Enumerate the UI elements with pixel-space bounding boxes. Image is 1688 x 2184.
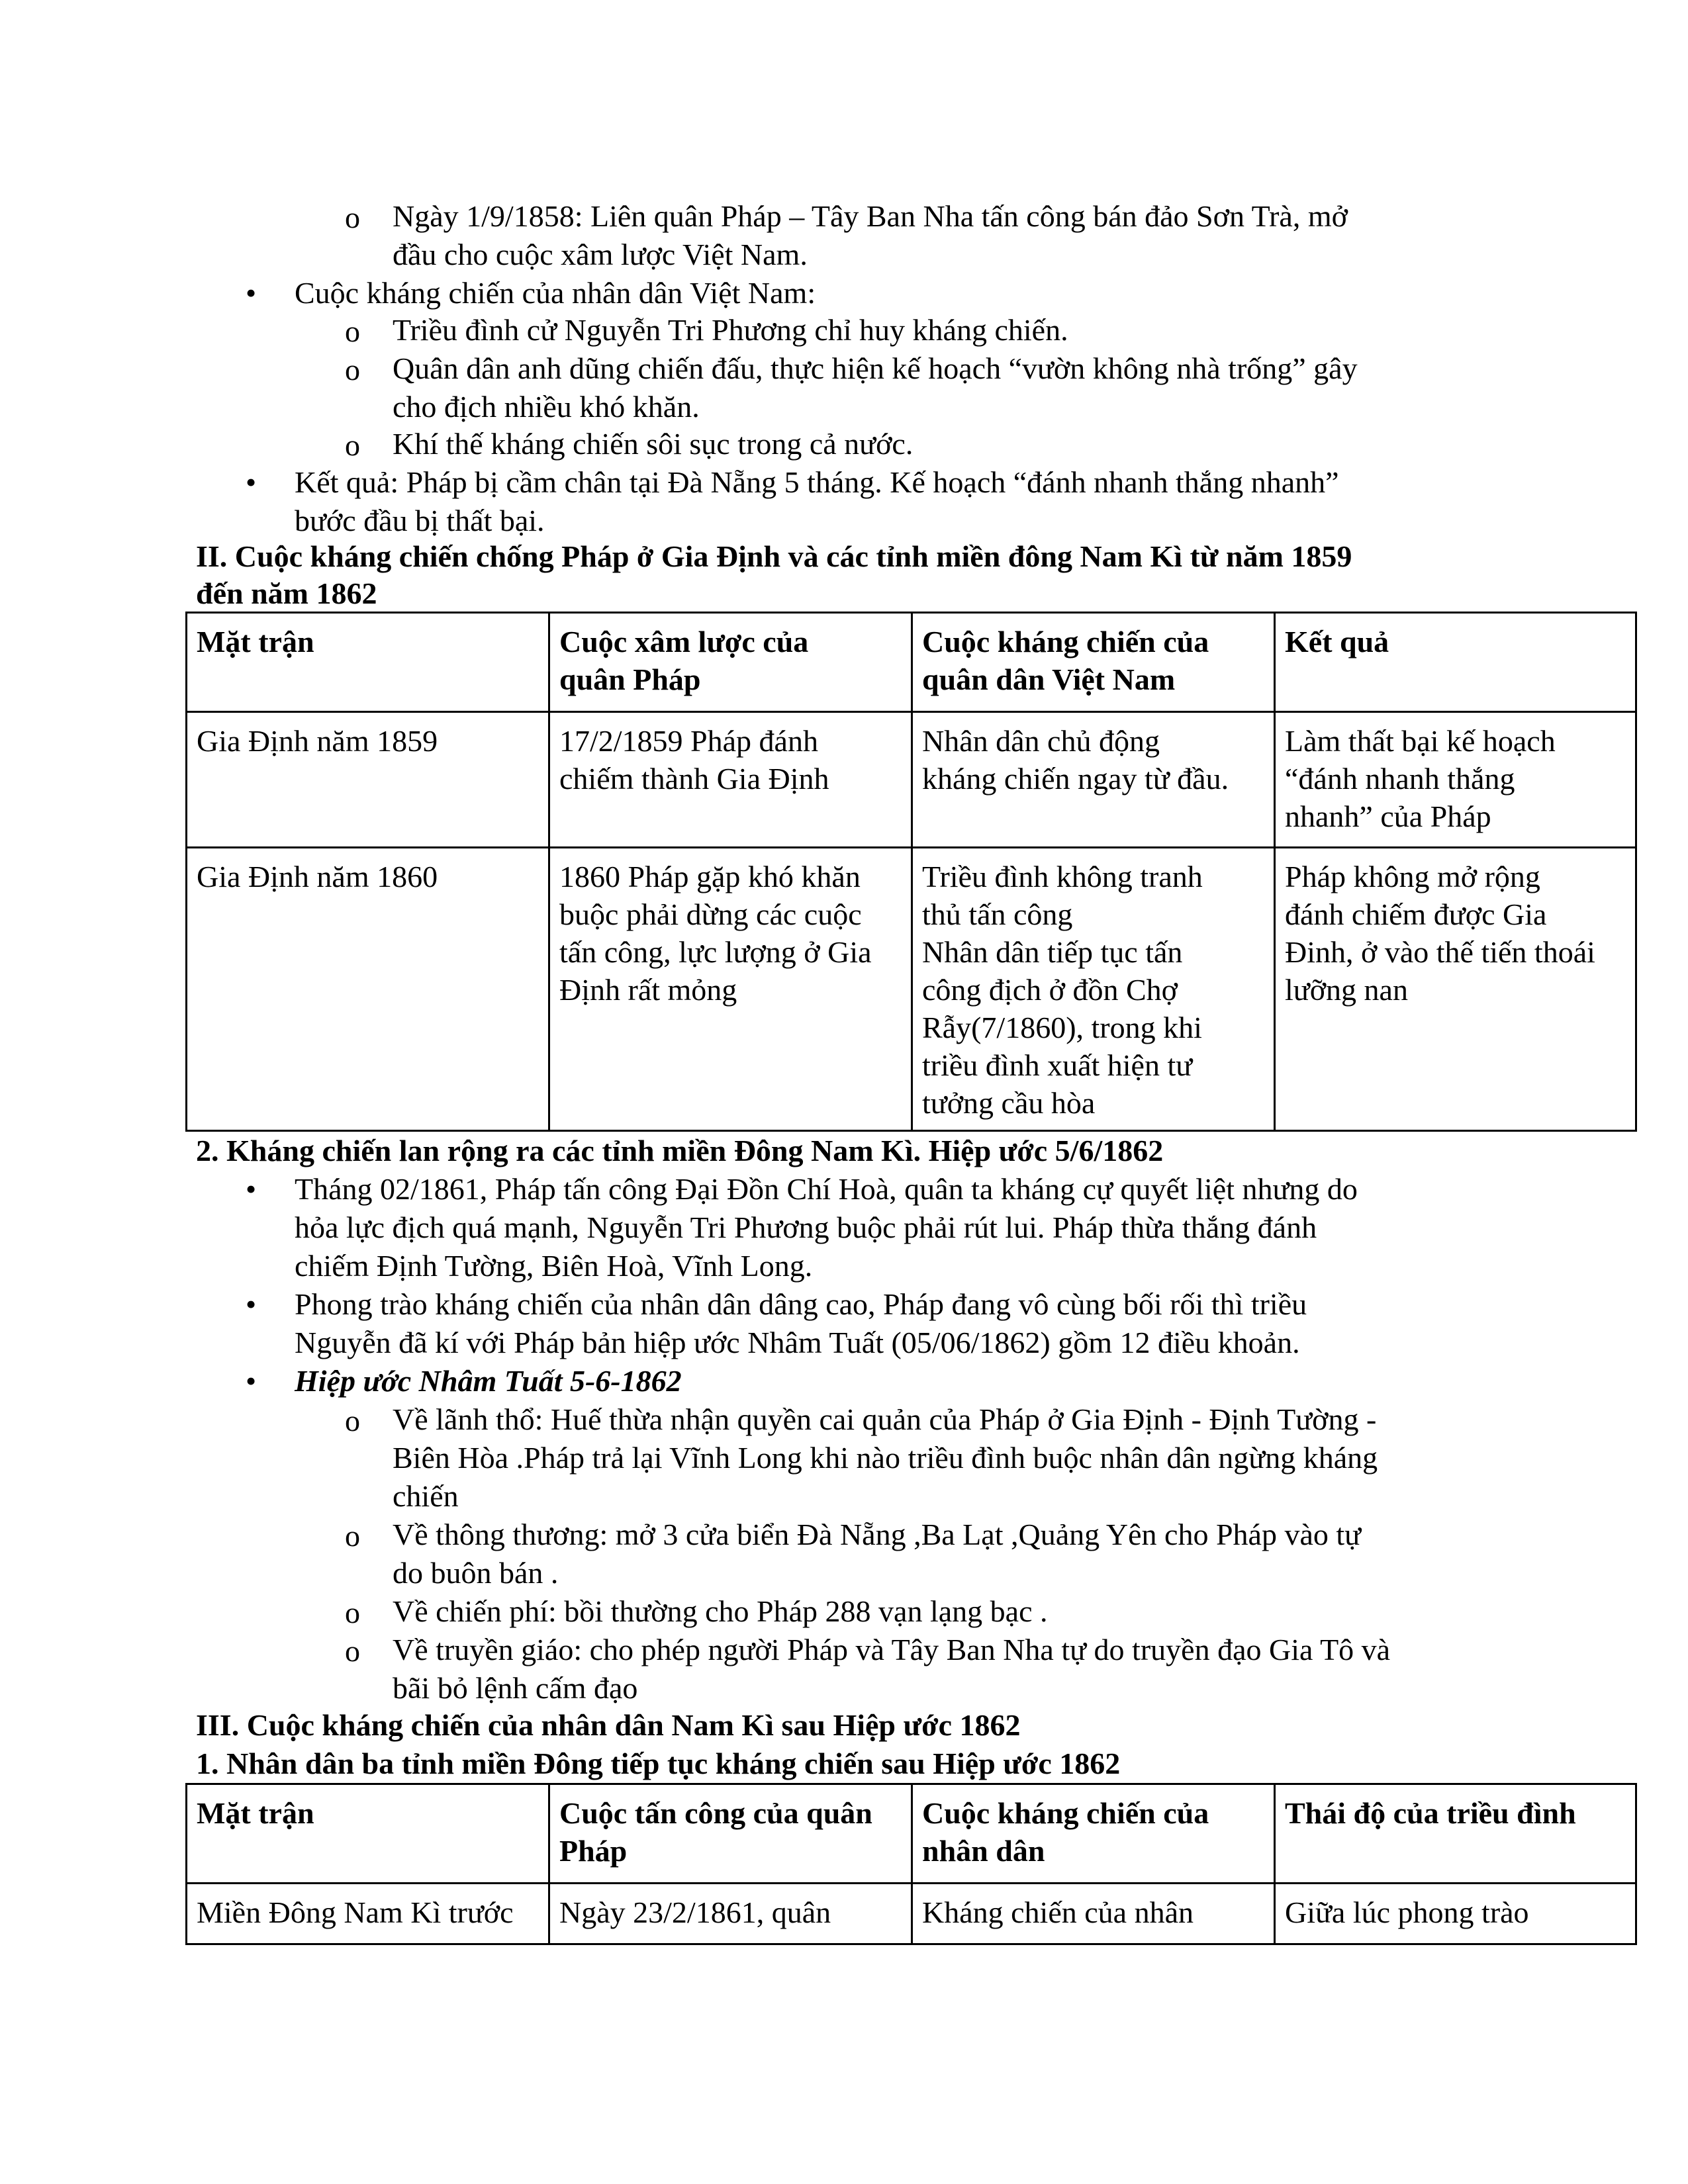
sub-heading: 1. Nhân dân ba tỉnh miền Đông tiếp tục kháng chiến sau Hiệp ước 1862 [196,1747,1121,1780]
header-cell: Mặt trận [187,1784,549,1884]
bullet-marker: • [246,276,257,310]
bullet-text: Phong trào kháng chiến của nhân dân dâng cao, Pháp đang vô cùng bối rối thì triều [295,1287,1307,1321]
section-heading: III. Cuộc kháng chiến của nhân dân Nam Kì sau Hiệp ước 1862 [196,1708,1021,1742]
header-cell: Thái độ của triều đình [1275,1784,1636,1884]
table-cell: Nhân dân chủ động kháng chiến ngay từ đầu. [912,712,1275,848]
table-eastern-provinces [185,1783,1637,1945]
bullet-text: chiếm Định Tường, Biên Hoà, Vĩnh Long. [295,1249,813,1283]
header-cell: Cuộc kháng chiến của quân dân Việt Nam [912,613,1275,712]
sub-item-text: Khí thế kháng chiến sôi sục trong cả nước. [393,427,914,461]
bullet-text: Kết quả: Pháp bị cầm chân tại Đà Nẵng 5 tháng. Kế hoạch “đánh nhanh thắng nhanh” [295,465,1339,499]
bullet-marker: • [246,1364,257,1398]
sub-item-text: Ngày 1/9/1858: Liên quân Pháp – Tây Ban Nha tấn công bán đảo Sơn Trà, mở [393,199,1348,233]
table-row [187,1884,1636,1944]
bullet-text: bước đầu bị thất bại. [295,504,545,537]
table-cell: Gia Định năm 1859 [187,712,549,848]
bullet-marker: • [246,1287,257,1321]
table-cell: 17/2/1859 Pháp đánh chiếm thành Gia Định [549,712,912,848]
table-header-row [187,613,1636,712]
table-cell: Kháng chiến của nhân [912,1884,1275,1944]
header-cell: Kết quả [1275,613,1636,712]
sub-item-text: Triều đình cử Nguyễn Tri Phương chỉ huy kháng chiến. [393,313,1068,347]
bullet-text: hỏa lực địch quá mạnh, Nguyễn Tri Phương buộc phải rút lui. Pháp thừa thắng đánh [295,1210,1317,1244]
table-row [187,712,1636,848]
bullet-text: Tháng 02/1861, Pháp tấn công Đại Đồn Chí Hoà, quân ta kháng cự quyết liệt nhưng do [295,1172,1358,1206]
table-cell: Gia Định năm 1860 [187,848,549,1131]
sub-bullet-marker: o [345,314,360,348]
sub-bullet-marker: o [345,1634,360,1668]
treaty-item-text: Về truyền giáo: cho phép người Pháp và Tây Ban Nha tự do truyền đạo Gia Tô và [393,1633,1391,1666]
bullet-text: Nguyễn đã kí với Pháp bản hiệp ước Nhâm Tuất (05/06/1862) gồm 12 điều khoản. [295,1326,1300,1359]
header-cell: Cuộc tấn công của quân Pháp [549,1784,912,1884]
sub-bullet-marker: o [345,1519,360,1553]
table-cell: 1860 Pháp gặp khó khăn buộc phải dừng các cuộc tấn công, lực lượng ở Gia Định rất mỏng [549,848,912,1131]
treaty-item-text: Biên Hòa .Pháp trả lại Vĩnh Long khi nào triều đình buộc nhân dân ngừng kháng [393,1441,1378,1475]
table-cell: Pháp không mở rộng đánh chiếm được Gia Đinh, ở vào thế tiến thoái lưỡng nan [1275,848,1636,1131]
table-header-row [187,1784,1636,1884]
sub-item-text: Quân dân anh dũng chiến đấu, thực hiện kế hoạch “vườn không nhà trống” gây [393,351,1358,385]
treaty-title: Hiệp ước Nhâm Tuất 5-6-1862 [295,1364,682,1398]
section-heading: II. Cuộc kháng chiến chống Pháp ở Gia Định và các tỉnh miền đông Nam Kì từ năm 1859 [196,539,1352,573]
treaty-item-text: do buôn bán . [393,1556,559,1590]
table-cell: Ngày 23/2/1861, quân [549,1884,912,1944]
table-row [187,848,1636,1131]
sub-bullet-marker: o [345,428,360,462]
sub-bullet-marker: o [345,1404,360,1437]
bullet-marker: • [246,465,257,499]
bullet-marker: • [246,1172,257,1206]
section-heading: đến năm 1862 [196,576,377,610]
sub-item-text: đầu cho cuộc xâm lược Việt Nam. [393,238,808,271]
treaty-item-text: Về chiến phí: bồi thường cho Pháp 288 vạn lạng bạc . [393,1594,1048,1628]
header-cell: Mặt trận [187,613,549,712]
bullet-text: Cuộc kháng chiến của nhân dân Việt Nam: [295,276,816,310]
treaty-item-text: chiến [393,1479,459,1513]
sub-item-text: cho địch nhiều khó khăn. [393,390,700,424]
header-cell: Cuộc kháng chiến của nhân dân [912,1784,1275,1884]
treaty-item-text: Về thông thương: mở 3 cửa biển Đà Nẵng ,Ba Lạt ,Quảng Yên cho Pháp vào tự [393,1518,1362,1551]
sub-bullet-marker: o [345,353,360,387]
table-cell: Triều đình không tranh thủ tấn công Nhân dân tiếp tục tấn công địch ở đồn Chợ Rẫy(7/1860), trong khi triều đình xuất hiện tư tưởng cầu hòa [912,848,1275,1131]
treaty-item-text: bãi bỏ lệnh cấm đạo [393,1671,638,1705]
table-cell: Làm thất bại kế hoạch “đánh nhanh thắng nhanh” của Pháp [1275,712,1636,848]
header-cell: Cuộc xâm lược của quân Pháp [549,613,912,712]
table-cell: Miền Đông Nam Kì trước [187,1884,549,1944]
sub-bullet-marker: o [345,201,360,234]
sub-heading: 2. Kháng chiến lan rộng ra các tỉnh miền Đông Nam Kì. Hiệp ước 5/6/1862 [196,1134,1164,1167]
table-cell: Giữa lúc phong trào [1275,1884,1636,1944]
treaty-item-text: Về lãnh thổ: Huế thừa nhận quyền cai quản của Pháp ở Gia Định - Định Tường - [393,1402,1377,1436]
sub-bullet-marker: o [345,1596,360,1629]
table-campaigns-1859-1860 [185,612,1637,1132]
